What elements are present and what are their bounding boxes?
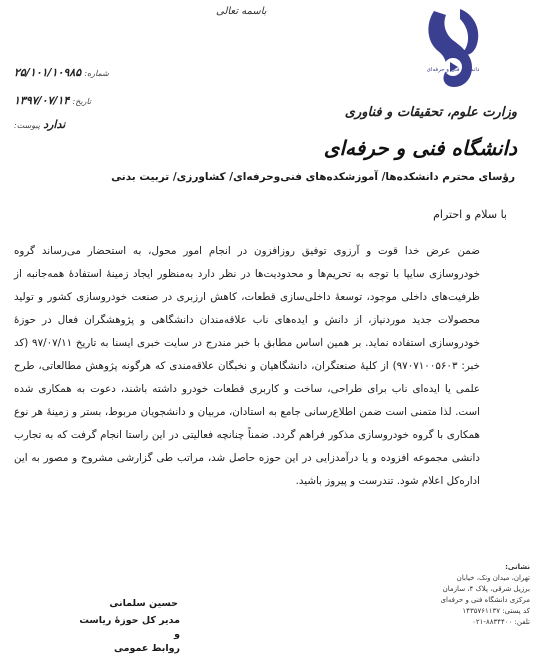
attachment-row — [14, 118, 65, 131]
signatory-title-line2: روابط عمومی — [114, 643, 180, 654]
logo-caption: دانشگاه فنی و حرفه‌ای — [426, 67, 480, 73]
greeting: با سلام و احترام — [433, 208, 507, 221]
ministry-name: وزارت علوم، تحقیقات و فناوری — [344, 105, 517, 120]
address-line3: مرکزی دانشگاه فنی و حرفه‌ای — [440, 596, 530, 604]
letter-date-label: تاریخ: — [72, 97, 92, 106]
letter-number-label: شماره: — [84, 69, 109, 78]
letter-date-row — [14, 94, 91, 107]
signatory-title-line1: مدیر کل حوزهٔ ریاست و — [79, 615, 180, 640]
letter-body: ضمن عرض خدا قوت و آرزوی توفیق روزافزون در انجام امور محول، به استحضار می‌رساند گروه خودروسازی سایپا با توجه به تحریم‌ها و محدودیت‌ها در نظر دارد به‌منظور ایجاد زمینهٔ استفادهٔ همه‌جانبه از ظرفیت‌های داخلی موجود، توسعهٔ داخلی‌سازی قطعات، کاهش ارزبری در صنعت خودروسازی کشور و تولید محصولات جدید موردنیاز، از دانش و ایده‌های ناب علاقه‌مندان دانشگاهی و پژوهشگران فعال در حوزهٔ خودروسازی استفاده نماید. بر همین اساس مطابق با خبر مندرج در سایت خبری ایسنا به تاریخ ۹۷/۰۷/۱۱ (کد خبر: ۹۷۰۷۱۰۰۵۶۰۳) از کلیهٔ صنعتگران، دانشگاهیان و نخبگان علاقه‌مندی که هرگونه پژوهش مطالعاتی، طرح علمی یا ایده‌ای ناب برای طراحی، ساخت و کاربری قطعات خودرو داشته باشند، دعوت به همکاری شده است. لذا متمنی است ضمن اطلاع‌رسانی جامع به استادان، مربیان و دانشجویان مربوط، بستر و زمینهٔ هر نوع همکاری با گروه خودروسازی مذکور فراهم گردد. ضمناً چنانچه فعالیتی در این راستا انجام گرفت که به تجارب دانشی مجموعه افزوده و یا درآمدزایی در این حوزه حاصل شد، مراتب طی گزارشی مشروح و مصور به این اداره‌کل اعلام شود. تندرست و پیروز باشید. — [14, 245, 480, 487]
attachment-value: ندارد — [43, 118, 66, 131]
letter-number-row — [14, 66, 109, 79]
address-line2: برزیل شرقی، پلاک ۴، سازمان — [442, 585, 530, 593]
logo-emblem-icon — [420, 5, 486, 91]
letter-date-value: ۱۳۹۷/۰۷/۱۴ — [14, 94, 70, 107]
phone-number: تلفن: ۸۸۳۴۴۰۰-۰۲۱ — [472, 618, 530, 626]
address-title: نشانی: — [505, 563, 530, 571]
postal-code: کد پستی: ۱۴۳۵۷۶۱۱۳۷ — [462, 607, 530, 615]
signatory-name: حسین سلمانی — [109, 598, 178, 609]
basmala: باسمه تعالی — [216, 6, 267, 17]
addressee: رؤسای محترم دانشکده‌ها/ آموزشکده‌های فنی‌وحرفه‌ای/ کشاورزی/ تربیت بدنی — [111, 171, 515, 183]
letter-number-value: ۲۵/۱۰۱/۱۰۹۸۵ — [14, 66, 82, 79]
university-name: دانشگاه فنی و حرفه‌ای — [323, 136, 517, 160]
address-sidebar — [418, 562, 530, 628]
attachment-label: پیوست: — [14, 121, 41, 130]
university-logo — [420, 5, 486, 91]
address-line1: تهران، میدان ونک، خیابان — [456, 574, 530, 582]
signatory-title — [76, 614, 180, 656]
